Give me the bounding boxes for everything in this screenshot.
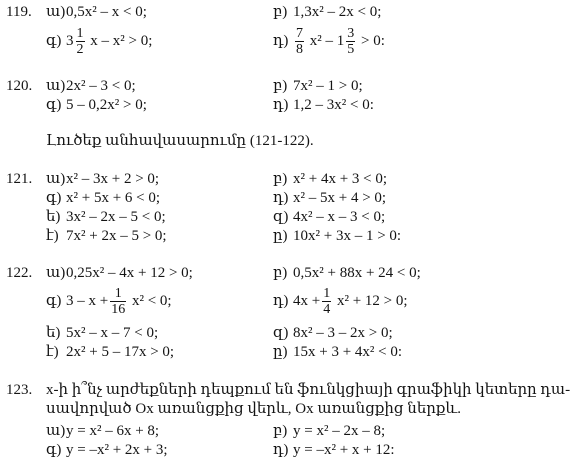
numerator: 1 (323, 286, 331, 302)
inequality-prefix: 3 – x + (66, 293, 109, 309)
fraction (322, 286, 331, 317)
item-mark: դ) (273, 97, 289, 113)
denominator: 4 (323, 302, 331, 318)
item-mark: ը) (273, 228, 288, 244)
item-119d (273, 26, 385, 57)
item-mark: բ) (273, 78, 288, 94)
inequality: 1,2 – 3x² < 0: (293, 97, 374, 113)
inequality: x² + 4x + 3 < 0; (293, 171, 388, 187)
item-mark: է) (46, 344, 59, 360)
function: y = –x² + x + 12: (293, 442, 395, 458)
inequality: x² – 3x + 2 > 0; (66, 171, 160, 187)
item-mark: զ) (273, 209, 289, 225)
item-mark: գ) (46, 190, 62, 206)
fraction (295, 26, 304, 57)
function: y = x² – 2x – 8; (293, 423, 386, 439)
fraction (76, 26, 85, 57)
item-120d (273, 96, 374, 114)
inequality-rest: x² + 12 > 0; (333, 293, 408, 309)
inequality: 2x² + 5 – 17x > 0; (66, 344, 175, 360)
item-122h (273, 343, 402, 361)
item-mark: բ) (273, 423, 288, 439)
item-mark: ա) (46, 171, 66, 187)
inequality: 2x² – 3 < 0; (66, 78, 136, 94)
denominator: 8 (296, 42, 303, 58)
inequality-rest: > 0: (357, 33, 385, 49)
item-mark: բ) (273, 265, 288, 281)
inequality: x² + 5x + 6 < 0; (66, 190, 161, 206)
inequality: 15x + 3 + 4x² < 0: (293, 344, 403, 360)
problem-number-119: 119. (6, 4, 32, 20)
denominator: 16 (111, 302, 126, 318)
item-120a (46, 77, 136, 95)
item-mark: ը) (273, 344, 288, 360)
fraction (110, 286, 126, 317)
inequality: 1,3x² – 2x < 0; (293, 4, 382, 20)
problem-number-121: 121. (6, 171, 33, 187)
item-119b (273, 3, 381, 21)
problem-number-122: 122. (6, 265, 33, 281)
item-122g (46, 343, 174, 361)
item-mark: զ) (273, 325, 289, 341)
inequality: 3x² – 2x – 5 < 0; (66, 209, 166, 225)
item-mark: գ) (46, 293, 62, 309)
item-123d (273, 441, 395, 459)
section-instruction: Լուծեք անհավասարումը (121-122). (46, 133, 314, 149)
inequality: 5x² – x – 7 < 0; (66, 325, 159, 341)
item-119c (46, 26, 152, 57)
item-122c (46, 286, 172, 317)
item-122b (273, 264, 421, 282)
inequality: 4x² – x – 3 < 0; (293, 209, 386, 225)
problem-text-line-1: x-ի ի՞նչ արժեքների դեպքում են ֆունկցիայի գրաֆիկի կետերը դա- (46, 382, 570, 398)
inequality-prefix: 4x + (293, 293, 321, 309)
item-123a (46, 422, 159, 440)
numerator: 1 (76, 26, 84, 42)
inequality: 0,5x² + 88x + 24 < 0; (293, 265, 421, 281)
item-mark: ա) (46, 423, 66, 439)
item-mark: դ) (273, 33, 289, 49)
fraction (346, 26, 355, 57)
item-mark: դ) (273, 442, 289, 458)
inequality: 7x² – 1 > 0; (293, 78, 363, 94)
item-122d (273, 286, 408, 317)
item-121b (273, 170, 387, 188)
problem-number-120: 120. (6, 78, 33, 94)
item-122f (273, 324, 393, 342)
inequality-middle: x² – 1 (306, 33, 345, 49)
item-121a (46, 170, 159, 188)
inequality-rest: x – x² > 0; (86, 33, 153, 49)
item-120c (46, 96, 147, 114)
inequality-rest: x² < 0; (128, 293, 172, 309)
item-121g (46, 227, 167, 245)
item-121d (273, 189, 386, 207)
item-119a (46, 3, 147, 21)
numerator: 1 (110, 286, 126, 302)
inequality: 10x² + 3x – 1 > 0: (293, 228, 402, 244)
item-mark: գ) (46, 442, 62, 458)
item-mark: է) (46, 228, 59, 244)
inequality: 0,5x² – x < 0; (66, 4, 147, 20)
item-121f (273, 208, 385, 226)
inequality: 0,25x² – 4x + 12 > 0; (66, 265, 193, 281)
inequality: 5 – 0,2x² > 0; (66, 97, 147, 113)
function: y = x² – 6x + 8; (66, 423, 160, 439)
numerator: 7 (296, 26, 303, 42)
inequality: 7x² + 2x – 5 > 0; (66, 228, 167, 244)
item-mark: գ) (46, 33, 62, 49)
item-122a (46, 264, 193, 282)
item-121h (273, 227, 401, 245)
item-mark: դ) (273, 190, 289, 206)
item-mark: ա) (46, 265, 66, 281)
item-mark: դ) (273, 293, 289, 309)
problem-text-line-2: սավորված Ox առանցքից վերև, Ox առանցքից ներքև. (46, 401, 462, 417)
item-mark: գ) (46, 97, 62, 113)
item-123b (273, 422, 385, 440)
item-mark: ե) (46, 209, 61, 225)
item-mark: ա) (46, 4, 66, 20)
denominator: 2 (76, 42, 84, 58)
numerator: 3 (347, 26, 355, 42)
function: y = –x² + 2x + 3; (66, 442, 168, 458)
denominator: 5 (347, 42, 355, 58)
item-122e (46, 324, 158, 342)
item-mark: բ) (273, 4, 288, 20)
inequality: x² – 5x + 4 > 0; (293, 190, 387, 206)
item-121e (46, 208, 166, 226)
item-mark: ե) (46, 325, 61, 341)
inequality: 8x² – 3 – 2x > 0; (293, 325, 393, 341)
item-123c (46, 441, 168, 459)
item-mark: բ) (273, 171, 288, 187)
item-mark: ա) (46, 78, 66, 94)
item-121c (46, 189, 160, 207)
item-120b (273, 77, 363, 95)
mixed-integer: 3 (66, 33, 74, 49)
problem-number-123: 123. (6, 382, 33, 398)
